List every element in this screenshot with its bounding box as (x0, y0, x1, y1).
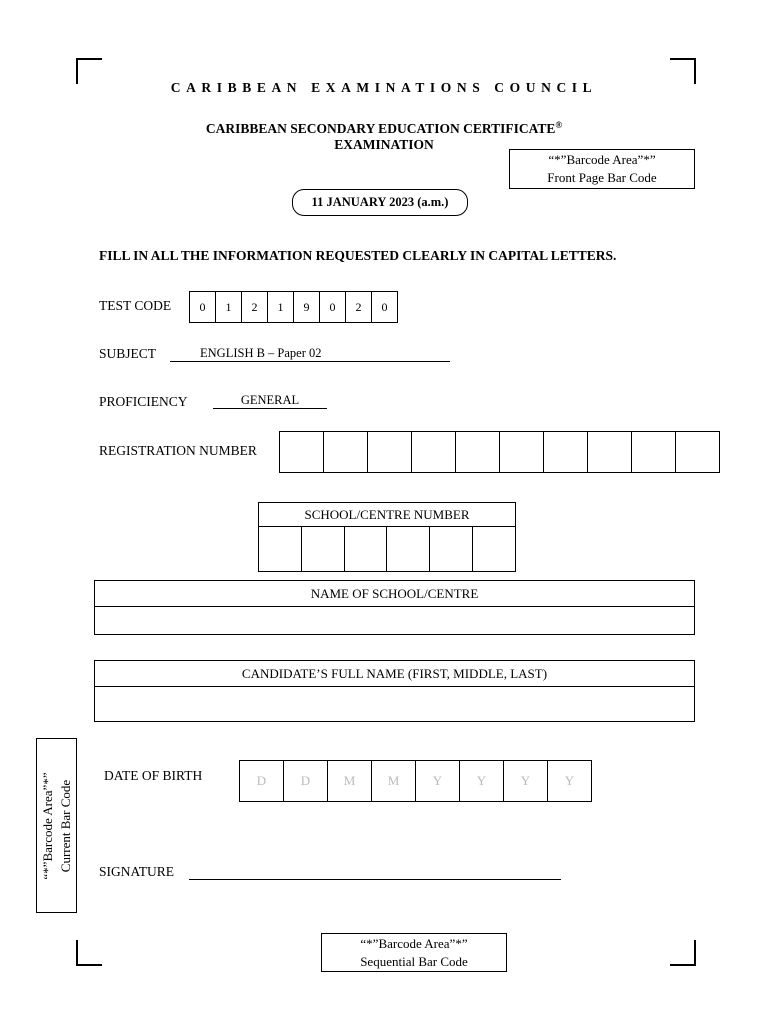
subject-label: SUBJECT (99, 346, 157, 361)
candidate-name-field[interactable] (95, 687, 694, 721)
signature-line[interactable] (189, 879, 561, 880)
date-of-birth-digit-box[interactable]: M (327, 760, 372, 802)
signature-label: SIGNATURE (99, 864, 175, 879)
crop-mark-bottom-right (670, 940, 696, 966)
front-barcode-line2: Front Page Bar Code (547, 170, 657, 185)
test-code-digit-box[interactable]: 0 (371, 291, 398, 323)
school-number-digit-box[interactable] (259, 527, 302, 571)
candidate-name-label: CANDIDATE’S FULL NAME (FIRST, MIDDLE, LAST) (95, 661, 694, 687)
proficiency-label: PROFICIENCY (99, 394, 188, 409)
council-name: CARIBBEAN EXAMINATIONS COUNCIL (170, 80, 598, 95)
registration-digit-box[interactable] (675, 431, 720, 473)
sequential-barcode-line2: Sequential Bar Code (360, 954, 468, 969)
registration-digit-box[interactable] (587, 431, 632, 473)
test-code-digit-box[interactable]: 2 (345, 291, 372, 323)
registration-number-boxes (279, 431, 720, 473)
date-of-birth-boxes (239, 760, 592, 802)
exam-date-badge: 11 JANUARY 2023 (a.m.) (292, 189, 468, 216)
date-of-birth-digit-box[interactable]: Y (459, 760, 504, 802)
registration-number-label: REGISTRATION NUMBER (99, 443, 257, 458)
certificate-line: CARIBBEAN SECONDARY EDUCATION CERTIFICATE (205, 121, 556, 136)
school-number-digit-box[interactable] (430, 527, 473, 571)
current-barcode-area (36, 738, 77, 913)
test-code-boxes (189, 291, 398, 323)
date-of-birth-label: DATE OF BIRTH (104, 768, 203, 783)
sequential-barcode-line1: “*”Barcode Area”*” (360, 936, 468, 951)
test-code-digit-box[interactable]: 1 (215, 291, 242, 323)
date-of-birth-digit-box[interactable]: D (239, 760, 284, 802)
exam-title (0, 117, 768, 153)
school-number-digit-box[interactable] (345, 527, 388, 571)
date-of-birth-digit-box[interactable]: Y (503, 760, 548, 802)
current-barcode-line1: “*”Barcode Area”*” (39, 771, 55, 880)
registered-mark: ® (555, 120, 563, 130)
school-centre-number-box (258, 502, 516, 572)
current-barcode-line2: Current Bar Code (57, 779, 73, 872)
subject-field[interactable]: ENGLISH B – Paper 02 (170, 345, 450, 362)
registration-digit-box[interactable] (367, 431, 412, 473)
test-code-digit-box[interactable]: 0 (189, 291, 216, 323)
school-centre-name-box (94, 580, 695, 635)
registration-digit-box[interactable] (543, 431, 588, 473)
registration-digit-box[interactable] (411, 431, 456, 473)
test-code-digit-box[interactable]: 2 (241, 291, 268, 323)
sequential-barcode-area (321, 933, 507, 972)
test-code-digit-box[interactable]: 9 (293, 291, 320, 323)
instruction-text: FILL IN ALL THE INFORMATION REQUESTED CLEARLY IN CAPITAL LETTERS. (99, 248, 617, 263)
date-of-birth-digit-box[interactable]: Y (547, 760, 592, 802)
date-of-birth-digit-box[interactable]: M (371, 760, 416, 802)
school-centre-name-field[interactable] (95, 607, 694, 634)
school-centre-number-label: SCHOOL/CENTRE NUMBER (259, 503, 515, 527)
proficiency-field[interactable]: GENERAL (213, 392, 327, 409)
school-number-digit-box[interactable] (387, 527, 430, 571)
front-barcode-line1: “*”Barcode Area”*” (548, 152, 656, 167)
registration-digit-box[interactable] (631, 431, 676, 473)
test-code-digit-box[interactable]: 1 (267, 291, 294, 323)
examination-line: EXAMINATION (334, 137, 434, 152)
registration-digit-box[interactable] (455, 431, 500, 473)
date-of-birth-digit-box[interactable]: Y (415, 760, 460, 802)
date-of-birth-digit-box[interactable]: D (283, 760, 328, 802)
crop-mark-bottom-left (76, 940, 102, 966)
registration-digit-box[interactable] (323, 431, 368, 473)
candidate-name-box (94, 660, 695, 722)
front-page-barcode-area (509, 149, 695, 189)
school-number-digit-box[interactable] (302, 527, 345, 571)
test-code-label: TEST CODE (99, 298, 172, 313)
school-number-digit-box[interactable] (473, 527, 515, 571)
school-centre-name-label: NAME OF SCHOOL/CENTRE (95, 581, 694, 607)
registration-digit-box[interactable] (279, 431, 324, 473)
test-code-digit-box[interactable]: 0 (319, 291, 346, 323)
registration-digit-box[interactable] (499, 431, 544, 473)
